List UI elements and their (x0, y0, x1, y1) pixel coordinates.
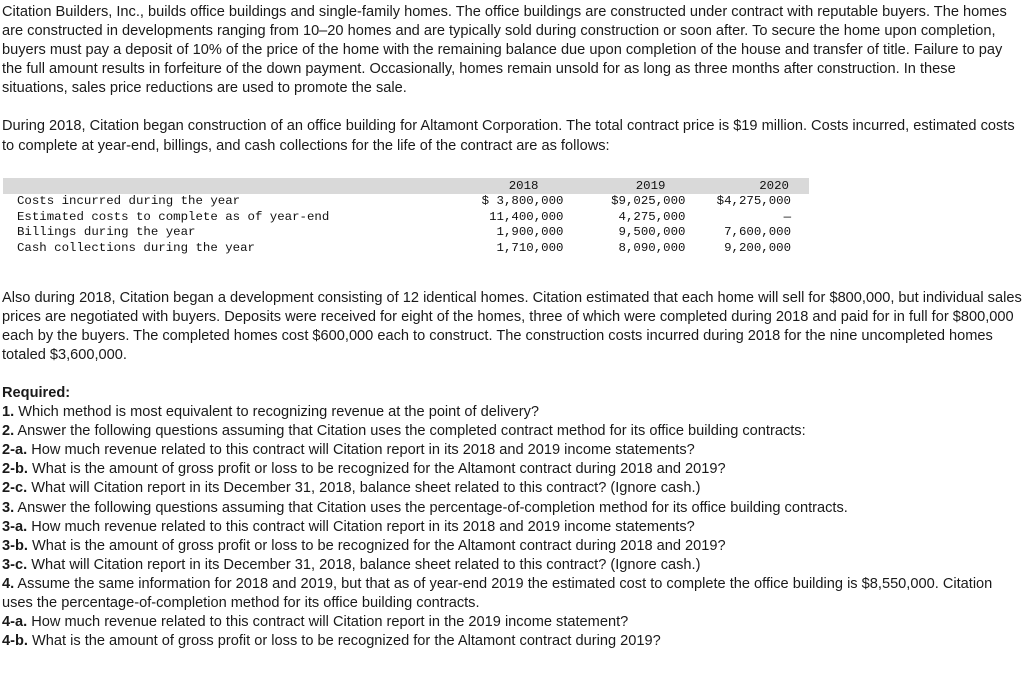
question-text: What is the amount of gross profit or loss to be recognized for the Altamont contract during 2019? (27, 633, 661, 650)
question-number: 3-b. (2, 537, 28, 554)
required-section (2, 384, 1022, 651)
table-row (3, 210, 809, 226)
required-item-3b (2, 537, 1022, 556)
value-2020: $4,275,000 (716, 194, 791, 209)
question-text: Which method is most equivalent to recognizing revenue at the point of delivery? (14, 404, 540, 421)
required-item-2 (2, 422, 1022, 441)
required-item-2c (2, 479, 1022, 498)
ledger-table (3, 178, 809, 257)
header-label-cell (3, 178, 430, 195)
value-2020: — (783, 209, 791, 224)
required-item-3c (2, 556, 1022, 575)
required-item-3a (2, 518, 1022, 537)
value-2018: $ 3,800,000 (481, 194, 564, 209)
value-2019: $9,025,000 (611, 194, 686, 209)
required-title: Required: (2, 385, 71, 401)
required-item-4 (2, 575, 1022, 613)
intro-paragraph-1: Citation Builders, Inc., builds office buildings and single-family homes. The office buildings are constructed under contract with reputable buyers. The homes are constructed in developments ranging from 10–20 homes and are typically sold during construction or soon after. To secure the home upon completion, buyers must pay a deposit of 10% of the price of the home with the remaining balance due upon completion of the house and transfer of title. Failure to pay the full amount results in forfeiture of the down payment. Occasionally, homes remain unsold for as long as three months after construction. In these situations, sales price reductions are used to promote the sale. (2, 4, 1007, 97)
value-2020: 7,600,000 (724, 225, 791, 240)
row-label: Cash collections during the year (17, 241, 255, 256)
table-row (3, 241, 809, 257)
question-number: 3. (2, 499, 15, 516)
question-text: How much revenue related to this contract will Citation report in the 2019 income statement? (27, 614, 629, 631)
value-2018: 1,710,000 (496, 241, 564, 256)
required-item-4b (2, 632, 1022, 651)
homes-paragraph: Also during 2018, Citation began a development consisting of 12 identical homes. Citation estimated that each home will sell for $800,000, but individual sales prices are negotiated with buyers. Deposits were received for eight of the homes, three of which were completed during 2018 and paid for in full for $800,000 each by the buyers. The completed homes cost $600,000 each to construct. The construction costs incurred during 2018 for the nine uncompleted homes totaled $3,600,000. (2, 289, 1022, 363)
required-item-1 (2, 403, 1022, 422)
question-number: 4-a. (2, 614, 28, 631)
question-number: 4. (2, 575, 15, 592)
required-item-2a (2, 441, 1022, 460)
question-number: 2-a. (2, 442, 28, 459)
required-item-3 (2, 499, 1022, 518)
row-label: Costs incurred during the year (17, 194, 241, 209)
question-text: How much revenue related to this contract will Citation report in its 2018 and 2019 income statements? (27, 442, 695, 459)
header-2018: 2018 (430, 178, 564, 195)
value-2018: 11,400,000 (489, 209, 564, 224)
header-2020: 2020 (685, 178, 809, 195)
value-2019: 8,090,000 (618, 241, 686, 256)
question-text: What will Citation report in its December 31, 2018, balance sheet related to this contract? (Ignore cash.) (27, 480, 701, 497)
question-number: 2. (2, 423, 15, 440)
table-header-row (3, 178, 809, 195)
question-number: 1. (2, 404, 15, 421)
value-2019: 9,500,000 (618, 225, 686, 240)
table-row (3, 225, 809, 241)
required-item-4a (2, 613, 1022, 632)
row-label: Estimated costs to complete as of year-end (17, 209, 330, 224)
question-text: Answer the following questions assuming that Citation uses the completed contract method for its office building contracts: (14, 423, 806, 440)
question-number: 4-b. (2, 633, 28, 650)
question-text: How much revenue related to this contract will Citation report in its 2018 and 2019 income statements? (27, 518, 695, 535)
question-text: What will Citation report in its December 31, 2018, balance sheet related to this contract? (Ignore cash.) (27, 556, 701, 573)
value-2018: 1,900,000 (496, 225, 564, 240)
question-text: What is the amount of gross profit or loss to be recognized for the Altamont contract during 2018 and 2019? (27, 461, 726, 478)
question-number: 3-c. (2, 556, 28, 573)
contract-data-table (3, 178, 809, 257)
question-number: 3-a. (2, 518, 28, 535)
value-2020: 9,200,000 (724, 241, 791, 256)
question-text: Assume the same information for 2018 and 2019, but that as of year-end 2019 the estimated cost to complete the office building is $8,550,000. Citation uses the percentage-of-completion method for its office building contracts. (2, 575, 993, 612)
question-text: What is the amount of gross profit or loss to be recognized for the Altamont contract during 2018 and 2019? (27, 537, 726, 554)
question-number: 2-b. (2, 461, 28, 478)
row-label: Billings during the year (17, 225, 196, 240)
intro-paragraph-2: During 2018, Citation began construction of an office building for Altamont Corporation. The total contract price is $19 million. Costs incurred, estimated costs to complete at year-end, billings, and cash collections for the life of the contract are as follows: (2, 118, 1015, 154)
value-2019: 4,275,000 (618, 209, 686, 224)
required-item-2b (2, 460, 1022, 479)
question-text: Answer the following questions assuming that Citation uses the percentage-of-completion method for its office building contracts. (14, 499, 848, 516)
header-2019: 2019 (563, 178, 685, 195)
table-row (3, 194, 809, 210)
question-number: 2-c. (2, 480, 28, 497)
